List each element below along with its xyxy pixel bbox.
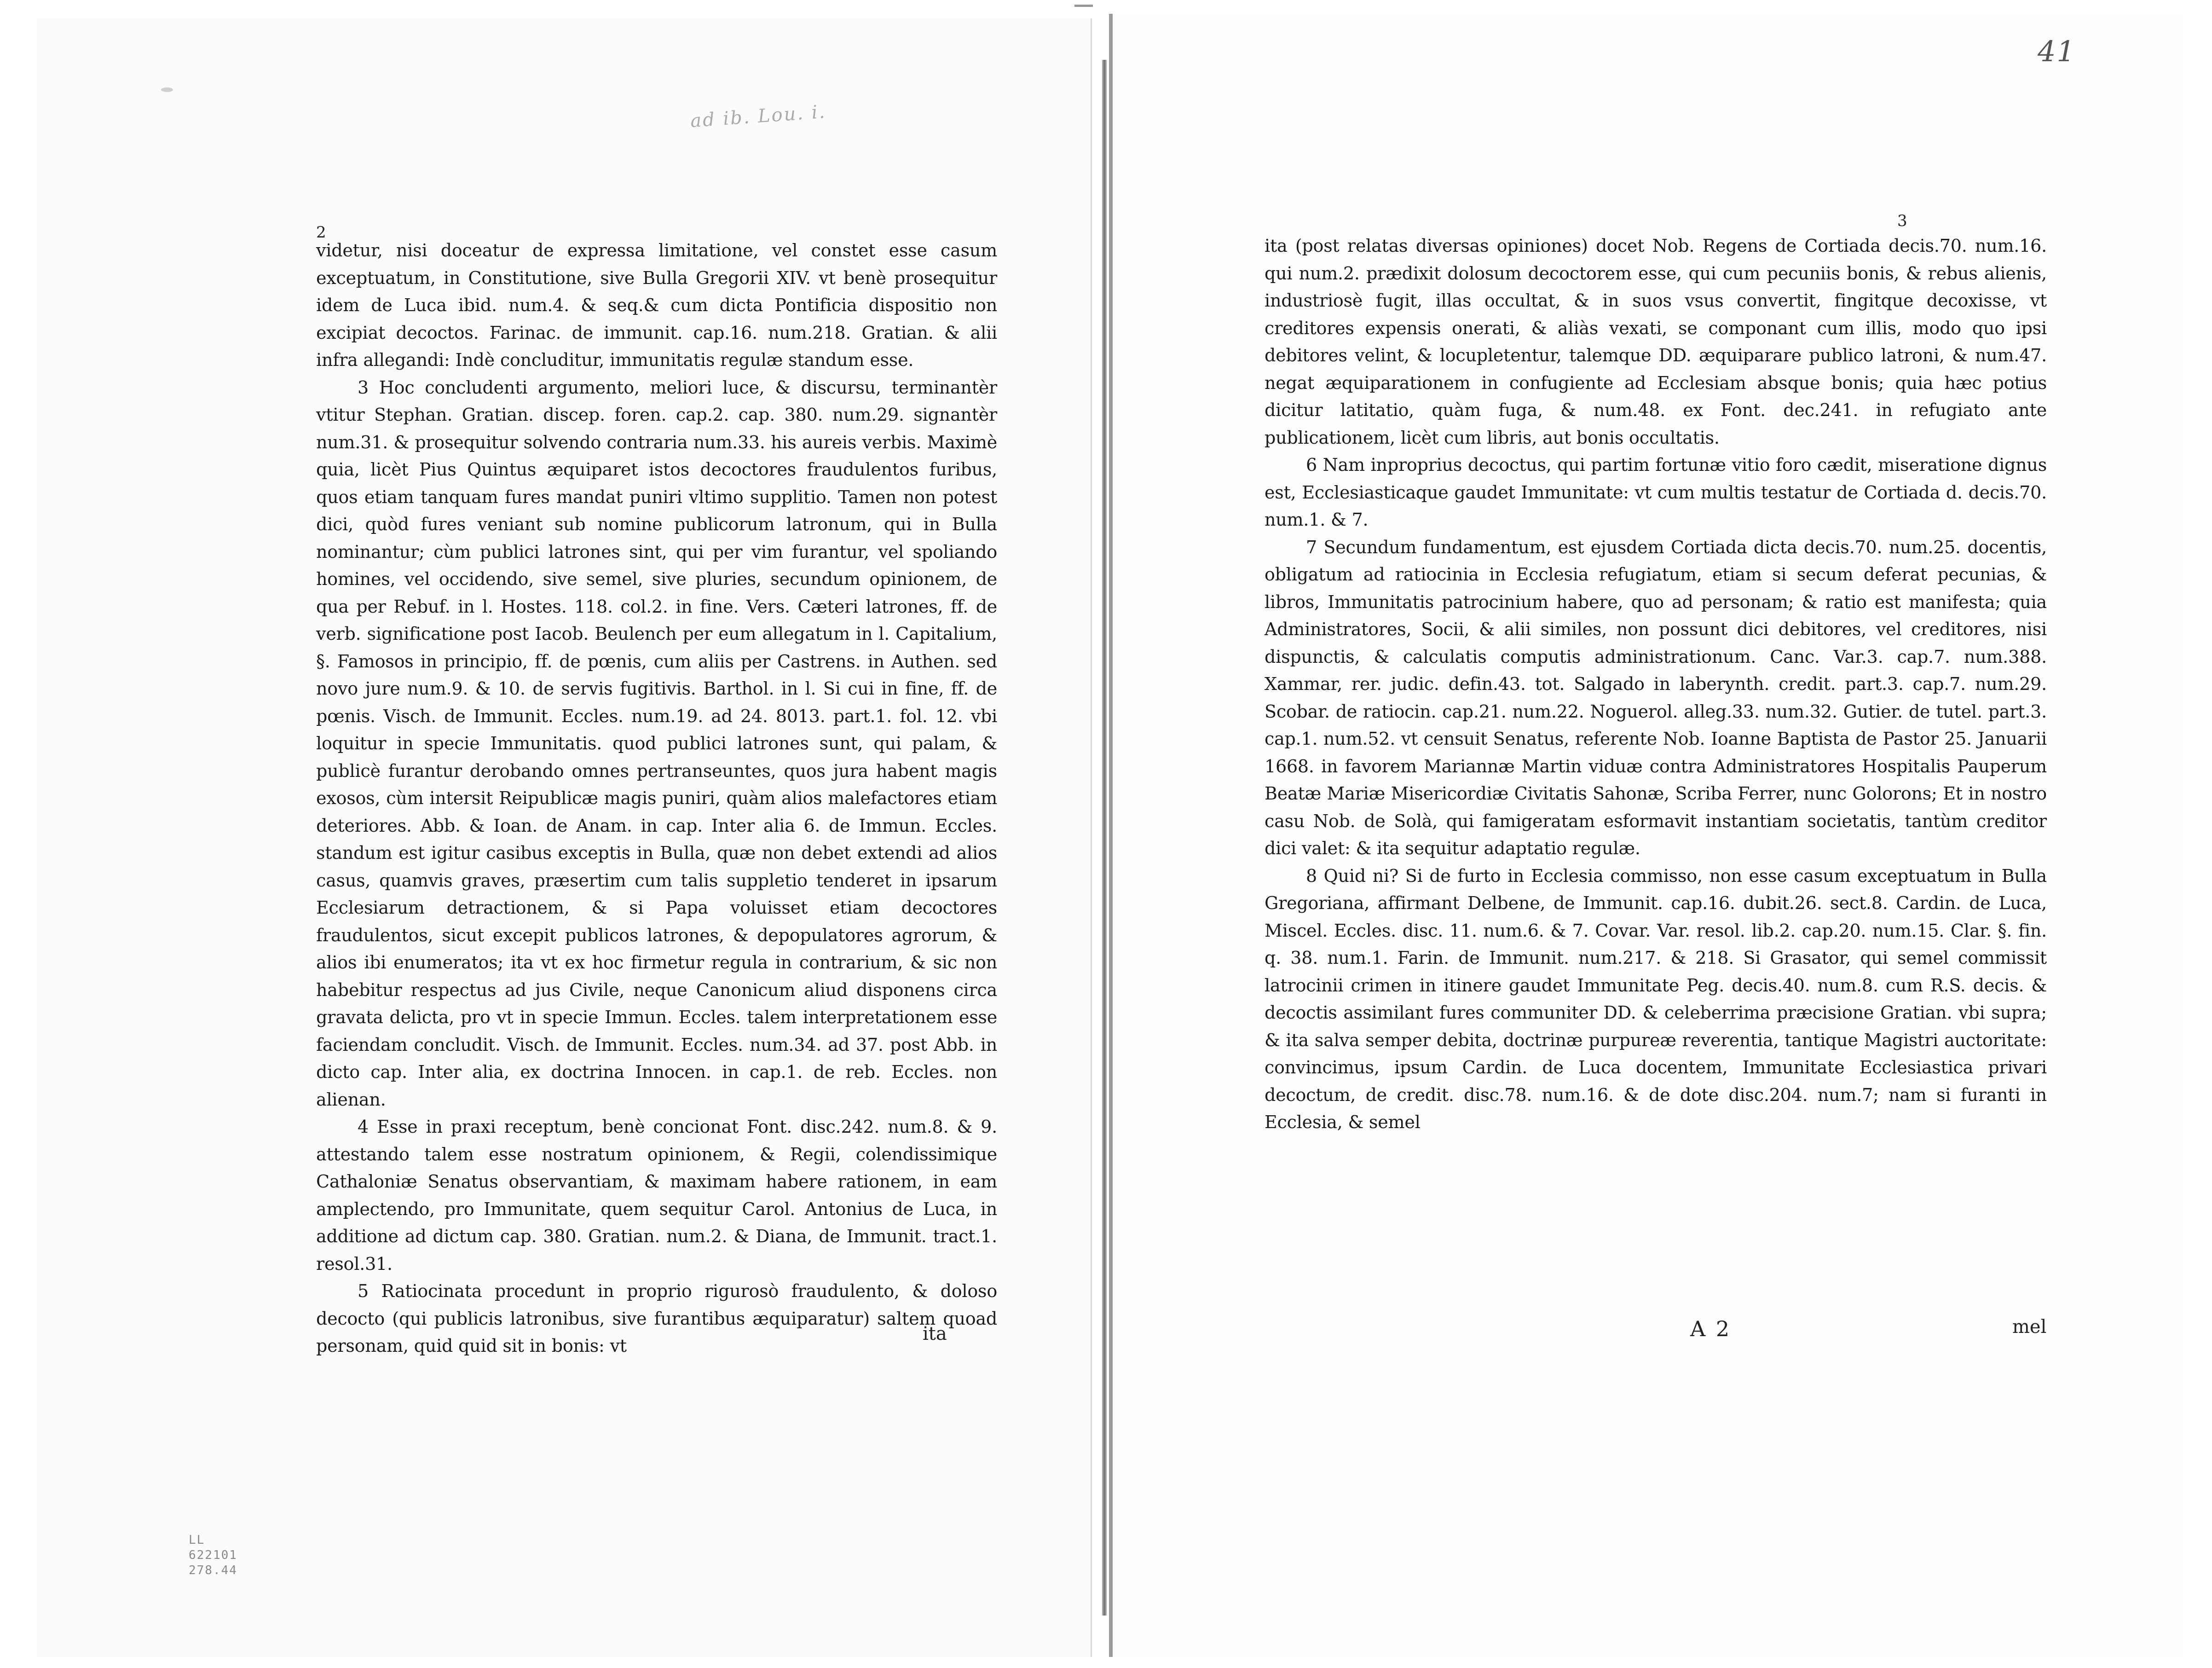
- left-page: [37, 18, 1092, 1657]
- folio-number-handwritten: 41: [2038, 35, 2076, 68]
- signature-mark: A 2: [1690, 1316, 1732, 1341]
- margin-dot: [161, 87, 173, 92]
- archive-stamp: [189, 1533, 237, 1578]
- margin-handwritten-note: ad ib. Lou. i.: [689, 101, 827, 132]
- right-page: [1109, 14, 2185, 1657]
- right-text-block: [1265, 232, 2047, 1136]
- page-number: 2: [316, 223, 326, 242]
- catchword: ita: [923, 1323, 947, 1344]
- left-text-block: [316, 237, 997, 1360]
- archive-line-2: 622101: [189, 1548, 237, 1562]
- gutter-fold: [1102, 60, 1107, 1616]
- page-number: 3: [1897, 212, 1907, 230]
- right-opening-paragraph: ita (post relatas diversas opiniones) docet Nob. Regens de Cortiada decis.70. num.16. qui num.2. prædixit dolosum decoctorem esse, qui cum pecuniis bonis, & rebus alienis, industriosè fugit, illas occultat, & in suos vsus convertit, fingitque decoxisse, vt creditores expensis onerati, & aliàs vexati, se componant cum illis, modo quo ipsi debitores velint, & locupletentur, talemque DD. æquiparare publico latroni, & num.47. negat æquiparationem in confugiente ad Ecclesiam absque bonis; quia hæc potius dicitur latitatio, quàm fuga, & num.48. ex Font. dec.241. in refugiato ante publicationem, licèt cum libris, aut bonis occultatis.: [1265, 236, 2047, 448]
- archive-line-3: 278.44: [189, 1564, 237, 1577]
- catchword: mel: [2012, 1316, 2047, 1338]
- left-opening-paragraph: videtur, nisi doceatur de expressa limitatione, vel constet esse casum exceptuatum, in Constitutione, sive Bulla Gregorii XIV. vt benè prosequitur idem de Luca ibid. num.4. & seq.& cum dicta Pontificia dispositio non excipiat decoctos. Farinac. de immunit. cap.16. num.218. Gratian. & alii infra allegandi: Indè concluditur, immunitatis regulæ standum esse.: [316, 240, 997, 370]
- paragraph-4: 4 Esse in praxi receptum, benè concionat Font. disc.242. num.8. & 9. attestando talem esse nostratum opinionem, & Regii, colendissimique Cathaloniæ Senatus observantiam, & maximam habere rationem, in eam amplectendo, pro Immunitate, quem sequitur Carol. Antonius de Luca, in additione ad dictum cap. 380. Gratian. num.2. & Diana, de Immunit. tract.1. resol.31.: [316, 1117, 997, 1274]
- paragraph-6: 6 Nam inproprius decoctus, qui partim fortunæ vitio foro cædit, miseratione dignus est, Ecclesiasticaque gaudet Immunitate: vt cum multis testatur de Cortiada d. decis.70. num.1. & 7.: [1265, 455, 2047, 530]
- paragraph-8: 8 Quid ni? Si de furto in Ecclesia commisso, non esse casum exceptuatum in Bulla Gregoriana, affirmant Delbene, de Immunit. cap.16. dubit.26. sect.8. Cardin. de Luca, Miscel. Eccles. disc. 11. num.6. & 7. Covar. Var. resol. lib.2. cap.20. num.15. Clar. §. fin. q. 38. num.1. Farin. de Immunit. num.217. & 218. Si Grasator, qui semel commissit latrocinii crimen in itinere gaudet Immunitate Peg. decis.40. num.8. cum R.S. decis. & decoctis assimilant fures communiter DD. & celeberrima præcisione Gratian. vbi supra; & ita salva semper debita, doctrinæ purpureæ reverentia, tantique Magistri auctoritate: convincimus, ipsum Cardin. de Luca docentem, Immunitate Ecclesiastica privari decoctum, de credit. disc.78. num.16. & de dote disc.204. num.7; nam si furanti in Ecclesia, & semel: [1265, 865, 2047, 1132]
- top-edge-mark: [1074, 5, 1093, 7]
- paragraph-3: 3 Hoc concludenti argumento, meliori luce, & discursu, terminantèr vtitur Stephan. Gratian. discep. foren. cap.2. cap. 380. num.29. signantèr num.31. & prosequitur solvendo contraria num.33. his aureis verbis. Maximè quia, licèt Pius Quintus æquiparet istos decoctores fraudulentos furibus, quos etiam tanquam fures mandat puniri vltimo supplitio. Tamen non potest dici, quòd fures veniant sub nomine publicorum latronum, qui in Bulla nominantur; cùm publici latrones sint, qui per vim furantur, vel spoliando homines, vel occidendo, sive semel, sive pluries, secundum opinionem, de qua per Rebuf. in l. Hostes. 118. col.2. in fine. Vers. Cæteri latrones, ff. de verb. significatione post Iacob. Beulench per eum allegatum in l. Capitalium, §. Famosos in principio, ff. de pœnis, cum aliis per Castrens. in Authen. sed novo jure num.9. & 10. de servis fugitivis. Barthol. in l. Si cui in fine, ff. de pœnis. Visch. de Immunit. Eccles. num.19. ad 24. 8013. part.1. fol. 12. vbi loquitur in specie Immunitatis. quod publici latrones sunt, qui palam, & publicè furantur derobando omnes pertranseuntes, quos jura habent magis exosos, cùm intersit Reipublicæ magis puniri, quàm alios malefactores etiam deteriores. Abb. & Ioan. de Anam. in cap. Inter alia 6. de Immun. Eccles. standum est igitur casibus exceptis in Bulla, quæ non debet extendi ad alios casus, quamvis graves, præsertim cum talis suppletio tenderet in ipsarum Ecclesiarum detractionem, & si Papa voluisset etiam decoctores fraudulentos, sicut excepit publicos latrones, & depopulatores agrorum, & alios ibi enumeratos; ita vt ex hoc firmetur regula in contrarium, & sic non habebitur respectus ad jus Civile, neque Canonicum aliud disponens circa gravata delicta, pro vt in specie Immun. Eccles. talem interpretationem esse faciendam concludit. Visch. de Immunit. Eccles. num.34. ad 37. post Abb. in dicto cap. Inter alia, ex doctrina Innocen. in cap.1. de reb. Eccles. non alienan.: [316, 377, 997, 1110]
- archive-line-1: LL: [189, 1533, 205, 1547]
- paragraph-7: 7 Secundum fundamentum, est ejusdem Cortiada dicta decis.70. num.25. docentis, obligatum ad ratiocinia in Ecclesia refugiatum, etiam si secum deferat pecunias, & libros, Immunitatis patrocinium habere, quo ad personam; & ratio est manifesta; quia Administratores, Socii, & alii similes, non possunt dici debitores, vel creditores, nisi dispunctis, & calculatis computis administrationum. Canc. Var.3. cap.7. num.388. Xammar, rer. judic. defin.43. tot. Salgado in laberynth. credit. part.3. cap.7. num.29. Scobar. de ratiocin. cap.21. num.22. Noguerol. alleg.33. num.32. Gutier. de tutel. part.3. cap.1. num.52. vt censuit Senatus, referente Nob. Ioanne Baptista de Pastor 25. Januarii 1668. in favorem Mariannæ Martin viduæ contra Administratores Hospitalis Pauperum Beatæ Mariæ Misericordiæ Civitatis Sahonæ, Scriba Ferrer, nunc Golorons; Et in nostro casu Nob. de Solà, qui famigeratam esformavit instantiam societatis, tantùm creditor dici valet: & ita sequitur adaptatio regulæ.: [1265, 537, 2047, 858]
- paragraph-5: 5 Ratiocinata procedunt in proprio rigurosò fraudulento, & doloso decocto (qui publicis latronibus, sive furantibus æquiparatur) saltem quoad personam, quid quid sit in bonis: vt: [316, 1281, 997, 1356]
